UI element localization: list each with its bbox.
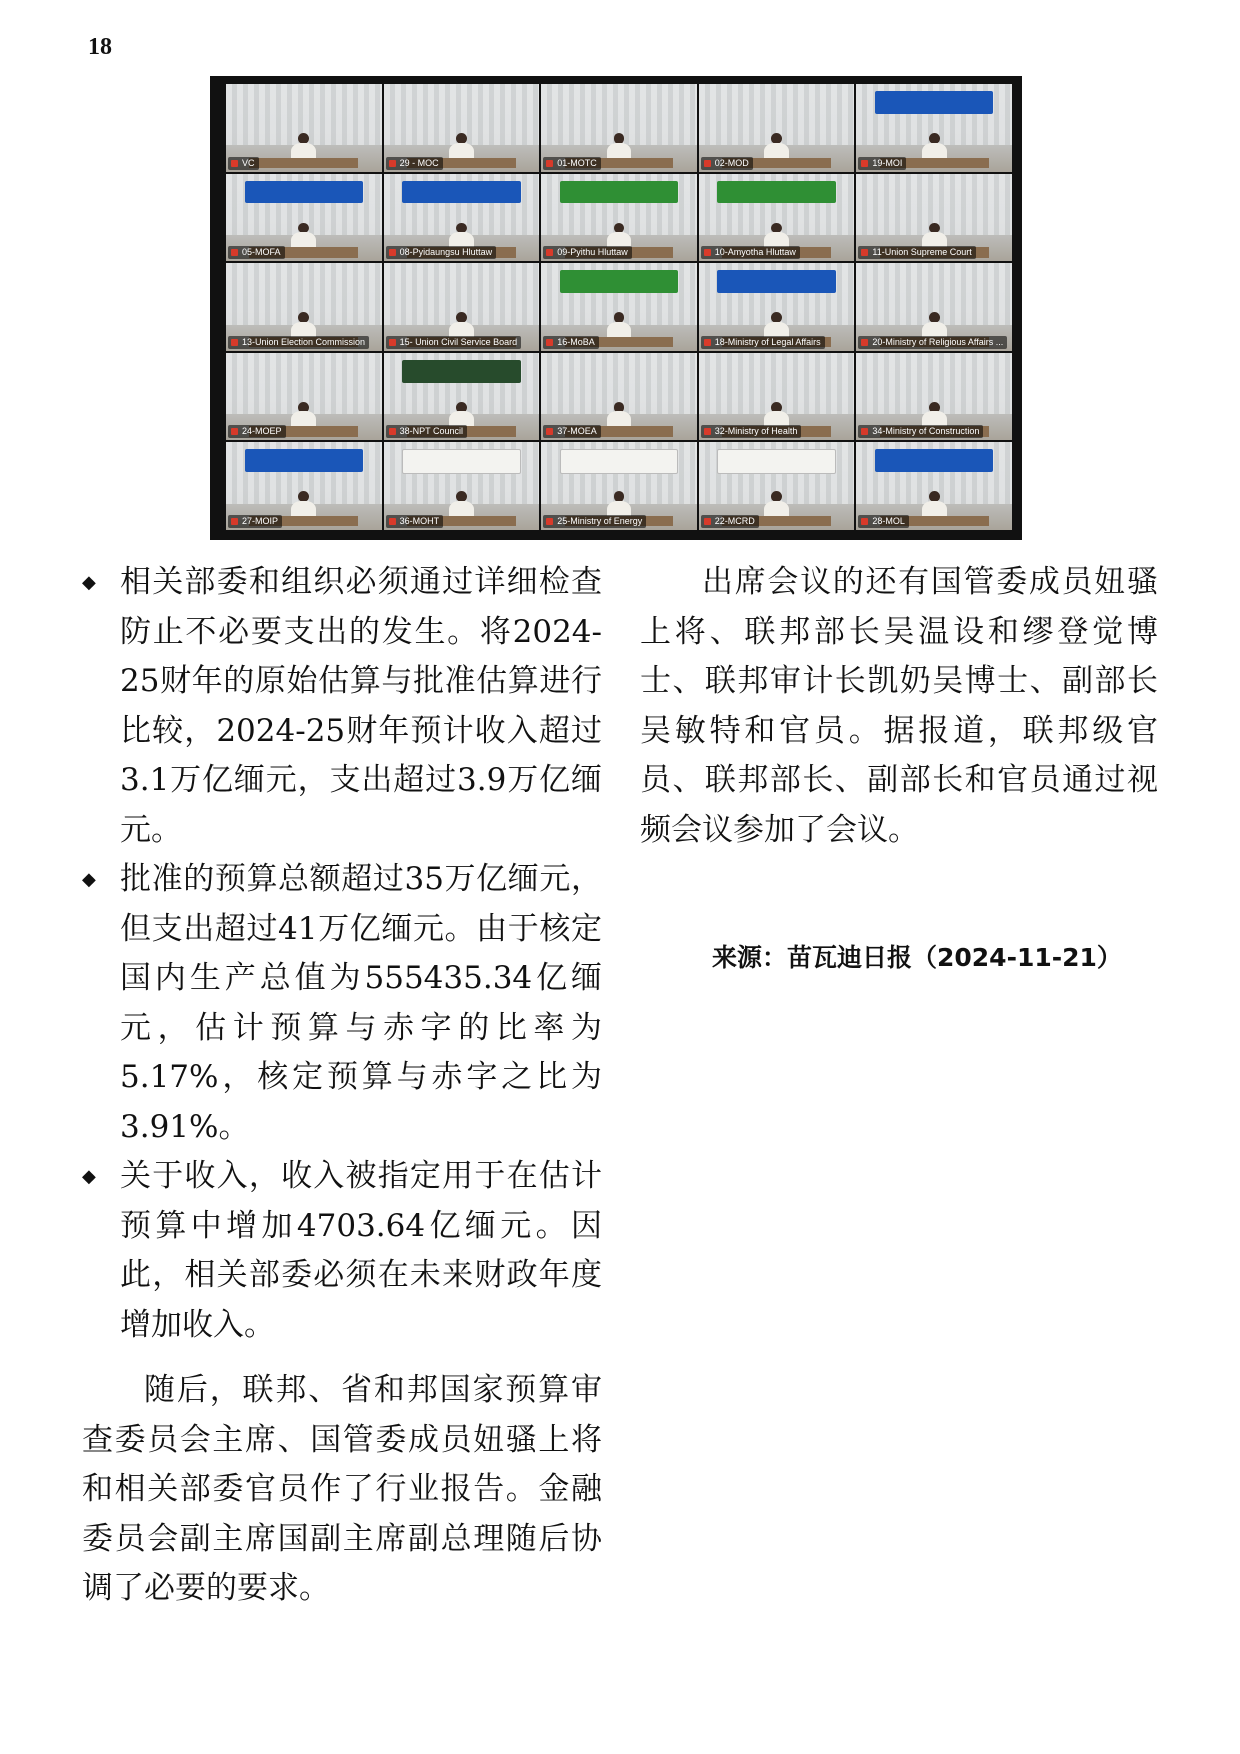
conference-tile — [226, 442, 382, 530]
right-column — [640, 558, 1158, 855]
bullet-text: 相关部委和组织必须通过详细检查防止不必要支出的发生。将2024-25财年的原始估算与批准估算进行比较，2024-25财年预计收入超过3.1万亿缅元，支出超过3.9万亿缅元。 — [120, 564, 602, 848]
tile-label: 02-MOD — [701, 157, 753, 170]
video-conference-photo — [210, 76, 1022, 540]
tile-label: 22-MCRD — [701, 515, 759, 528]
tile-label: 16-MoBA — [543, 336, 599, 349]
tile-label: 24-MOEP — [228, 425, 286, 438]
ministry-sign — [717, 270, 835, 293]
ministry-sign — [875, 91, 993, 114]
conference-tile — [226, 263, 382, 351]
ministry-sign — [875, 449, 993, 472]
tile-label: 19-MOI — [858, 157, 906, 170]
tile-label: 05-MOFA — [228, 246, 285, 259]
ministry-sign — [560, 181, 678, 204]
ministry-sign — [560, 449, 678, 474]
conference-tile — [541, 442, 697, 530]
tile-label: 11-Union Supreme Court — [858, 246, 975, 259]
conference-tile — [856, 174, 1012, 262]
conference-tile — [699, 84, 855, 172]
tile-label: 08-Pyidaungsu Hluttaw — [386, 246, 497, 259]
tile-label: 18-Ministry of Legal Affairs — [701, 336, 825, 349]
tile-label: 38-NPT Council — [386, 425, 467, 438]
tile-label: 37-MOEA — [543, 425, 601, 438]
conference-tile — [384, 263, 540, 351]
conference-tile — [856, 442, 1012, 530]
tile-label: 10-Amyotha Hluttaw — [701, 246, 800, 259]
conference-tile — [699, 442, 855, 530]
ministry-sign — [402, 449, 520, 474]
tile-label: 15- Union Civil Service Board — [386, 336, 522, 349]
conference-tile — [699, 263, 855, 351]
tile-label: 25-Ministry of Energy — [543, 515, 646, 528]
ministry-sign — [402, 360, 520, 383]
bullet-item — [82, 558, 602, 855]
bullet-item — [82, 855, 602, 1152]
conference-tile — [226, 174, 382, 262]
ministry-sign — [717, 181, 835, 204]
conference-tile — [856, 84, 1012, 172]
tile-label: 20-Ministry of Religious Affairs ... — [858, 336, 1007, 349]
conference-tile — [541, 174, 697, 262]
conference-tile — [856, 353, 1012, 441]
left-paragraph: 随后，联邦、省和邦国家预算审查委员会主席、国管委成员妞骚上将和相关部委官员作了行业报告。金融委员会副主席国副主席副总理随后协调了必要的要求。 — [82, 1372, 602, 1606]
conference-tile — [384, 174, 540, 262]
ministry-sign — [245, 449, 363, 472]
conference-tile — [226, 84, 382, 172]
bullet-icon: ◆ — [82, 572, 96, 593]
tile-label: 27-MOIP — [228, 515, 282, 528]
tile-label: 13-Union Election Commission — [228, 336, 369, 349]
ministry-sign — [402, 181, 520, 204]
conference-tile — [699, 353, 855, 441]
ministry-sign — [560, 270, 678, 293]
conference-tile — [384, 84, 540, 172]
bullet-text: 关于收入，收入被指定用于在估计预算中增加4703.64亿缅元。因此，相关部委必须在未来财政年度增加收入。 — [120, 1158, 602, 1343]
bullet-item — [82, 1152, 602, 1350]
tile-label: 36-MOHT — [386, 515, 444, 528]
tile-label: 28-MOL — [858, 515, 909, 528]
ministry-sign — [717, 449, 835, 474]
tile-label: 34-Ministry of Construction — [858, 425, 983, 438]
source-line: 来源：苗瓦迪日报（2024-11-21） — [712, 943, 1122, 972]
left-column — [82, 558, 602, 1614]
desk — [249, 158, 358, 169]
conference-tile — [384, 353, 540, 441]
conference-tile — [541, 84, 697, 172]
conference-tile — [699, 174, 855, 262]
right-paragraph: 出席会议的还有国管委成员妞骚上将、联邦部长吴温设和缪登觉博士、联邦审计长凯奶吴博士、副部长吴敏特和官员。据报道，联邦级官员、联邦部长、副部长和官员通过视频会议参加了会议。 — [640, 564, 1158, 848]
tile-label: 01-MOTC — [543, 157, 601, 170]
tile-label: 09-Pyithu Hluttaw — [543, 246, 632, 259]
conference-grid — [226, 84, 1012, 530]
conference-tile — [384, 442, 540, 530]
bullet-icon: ◆ — [82, 1166, 96, 1187]
tile-label: 29 - MOC — [386, 157, 443, 170]
conference-tile — [226, 353, 382, 441]
bullet-text: 批准的预算总额超过35万亿缅元，但支出超过41万亿缅元。由于核定国内生产总值为555435.34亿缅元，估计预算与赤字的比率为5.17%，核定预算与赤字之比为3.91%。 — [120, 861, 602, 1145]
page-number: 18 — [88, 34, 112, 60]
bullet-icon: ◆ — [82, 869, 96, 890]
tile-label: 32-Ministry of Health — [701, 425, 802, 438]
tile-label: VC — [228, 157, 259, 170]
ministry-sign — [245, 181, 363, 204]
conference-tile — [541, 353, 697, 441]
conference-tile — [856, 263, 1012, 351]
conference-tile — [541, 263, 697, 351]
